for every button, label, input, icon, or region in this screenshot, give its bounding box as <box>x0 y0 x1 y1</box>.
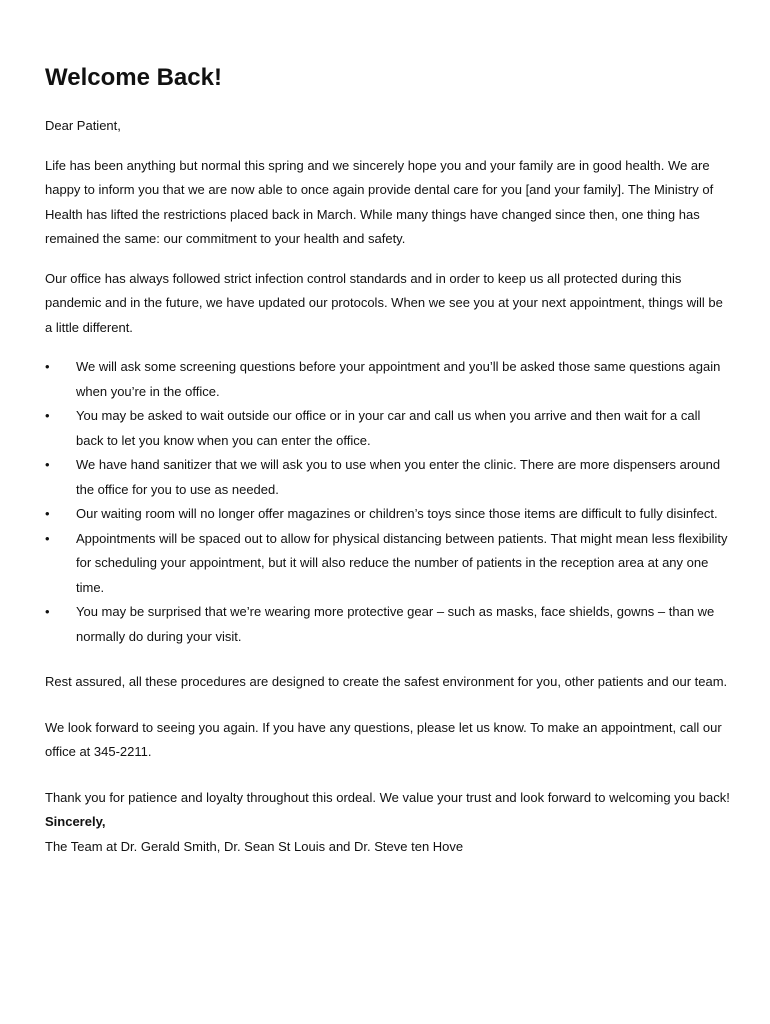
bullet-icon: • <box>45 408 50 423</box>
paragraph-intro: Life has been anything but normal this spring and we sincerely hope you and your family are in good health. We are happy to inform you that we are now able to once again provide dental care for you [and your family]. The Ministry of Health has lifted the restrictions placed back in March. While many things have changed since then, one thing has remained the same: our commitment to your health and safety. <box>45 157 714 246</box>
list-item-text: You may be surprised that we’re wearing more protective gear – such as masks, face shields, gowns – than we normally do during your visit. <box>76 604 715 644</box>
paragraph-protocols: Our office has always followed strict infection control standards and in order to keep us all protected during this pandemic and in the future, we have updated our protocols. When we see you at your next appointment, things will be a little different. <box>45 270 723 335</box>
protocol-list <box>45 355 730 649</box>
salutation: Dear Patient, <box>45 118 121 133</box>
signature: The Team at Dr. Gerald Smith, Dr. Sean St Louis and Dr. Steve ten Hove <box>45 838 464 854</box>
bullet-icon: • <box>45 359 50 374</box>
closing: Sincerely, <box>45 814 106 829</box>
bullet-icon: • <box>45 506 50 521</box>
list-item-text: We will ask some screening questions before your appointment and you’ll be asked those same questions again when you’re in the office. <box>76 359 721 399</box>
list-item <box>45 527 730 601</box>
list-item-text: Appointments will be spaced out to allow for physical distancing between patients. That might mean less flexibility for scheduling your appointment, but it will also reduce the number of patients in the reception area at any one time. <box>76 530 728 595</box>
list-item <box>45 453 730 502</box>
list-item <box>45 502 730 527</box>
list-item <box>45 600 730 649</box>
bullet-icon: • <box>45 604 50 619</box>
paragraph-reassurance: Rest assured, all these procedures are designed to create the safest environment for you, other patients and our team. <box>45 674 728 689</box>
paragraph-contact: We look forward to seeing you again. If you have any questions, please let us know. To make an appointment, call our office at 345-2211. <box>45 719 722 759</box>
bullet-icon: • <box>45 530 50 546</box>
list-item-text: We have hand sanitizer that we will ask you to use when you enter the clinic. There are more dispensers around the office for you to use as needed. <box>76 457 721 497</box>
list-item-text: Our waiting room will no longer offer magazines or children’s toys since those items are difficult to fully disinfect. <box>76 506 718 521</box>
letter-title: Welcome Back! <box>45 64 222 91</box>
list-item-text: You may be asked to wait outside our office or in your car and call us when you arrive and then wait for a call back to let you know when you can enter the office. <box>76 408 701 448</box>
bullet-icon: • <box>45 457 50 472</box>
list-item <box>45 355 730 404</box>
paragraph-thanks: Thank you for patience and loyalty throughout this ordeal. We value your trust and look forward to welcoming you back! <box>45 789 730 805</box>
list-item <box>45 404 730 453</box>
